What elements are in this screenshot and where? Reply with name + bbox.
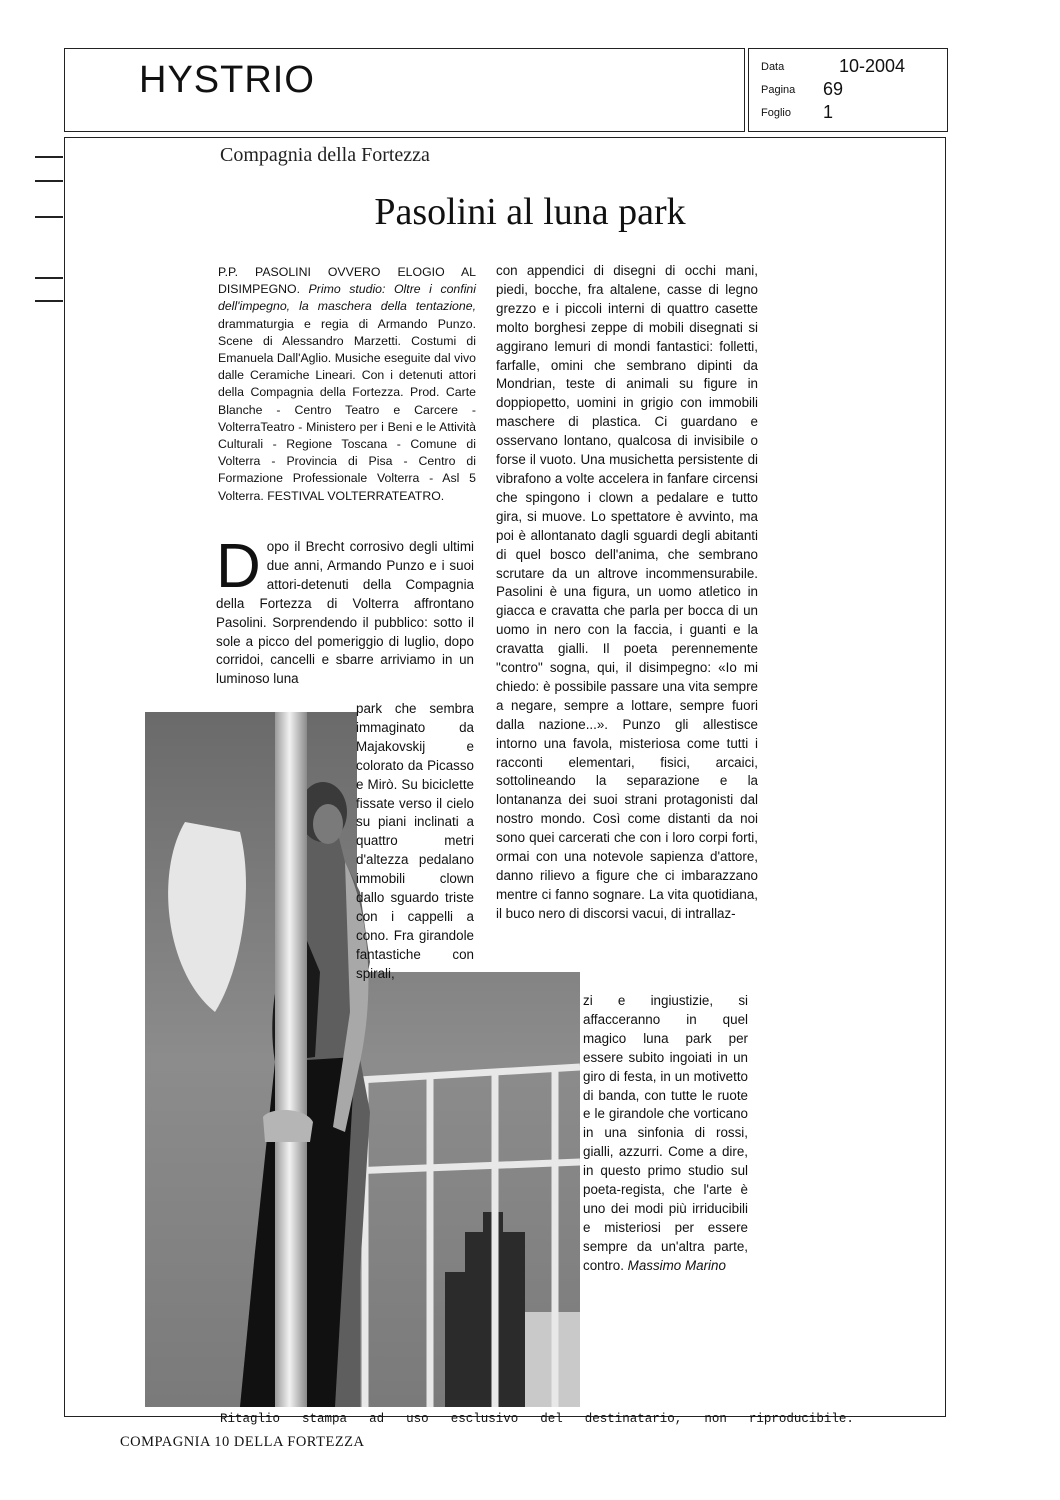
publication-name: HYSTRIO: [139, 59, 315, 101]
notice-word: stampa: [302, 1412, 348, 1426]
meta-label-sheet: Foglio: [761, 107, 791, 119]
body-text: con appendici di disegni di occhi mani, piedi, bocche, fra altalene, casse di legno grezzo e i piccoli interni di quattro casette molto borghesi zeppe di mobili disegnati si aggirano lemuri di mondi fantastici: folletti, farfalle, omini che sembrano dipinti da Mondrian, teste di animali su figure in doppiopetto, uomini in grigio con immobili maschere di plastica. Ci guardano e osservano lontano, qualcosa di invisibile o forse il vuoto. Una musichetta persistente di vibrafono a volte accelera in fanfare circensi che spingono i clown a pedalare e tutto gira, si muove. Lo spettatore è avvinto, ma poi è allontanato dagli sguardi degli abitanti di quel bosco dell'anima, che sembrano scrutare da un altrove incommensurabile. Pasolini è una figura, un uomo atletico in giacca e cravatta che parla per bocca di un uomo in nero con la faccia, i guanti e la cravatta gialli. Il poeta perennemente "contro" sogna, qui, il disimpegno: «Io mi chiedo: è possibile passare una vita sempre a negare, sempre a lottare, sempre fuori dalla nazione...». Punzo gli allestisce intorno una favola, misteriosa come tutti i racconti elementari, fisici, arcaici, sottolineando la separazione e la lontananza dei suoi strani protagonisti dal nostro mondo. Così come distanti da noi sono quei carcerati che con i loro corpi forti, ormai con una notevole sapienza d'attore, danno rilievo a figure che ci imbarazzano mentre ci fanno sognare. La vita quotidiana, il buco nero di discorsi vacui, di intrallaz-: [496, 263, 758, 921]
notice-word: esclusivo: [450, 1412, 519, 1426]
drop-cap: D: [216, 532, 261, 601]
credits-details: drammaturgia e regia di Armando Punzo. Scene di Alessandro Marzetti. Costumi di Emanuela Dall'Aglio. Musiche eseguite dal vivo dalle Ceramiche Lineari. Con i detenuti attori della Compagnia della Fortezza. Prod. Carte Blanche - Centro Teatro e Carcere - VolterraTeatro - Ministero per i Beni e le Attività Culturali - Regione Toscana - Comune di Volterra - Provincia di Pisa - Centro di Formazione Professionale Volterra - Asl 5 Volterra. FESTIVAL VOLTERRATEATRO.: [218, 316, 476, 503]
notice-word: del: [540, 1412, 563, 1426]
meta-box: [748, 48, 948, 132]
body-text: zi e ingiustizie, si affacceranno in quel magico luna park per essere subito ingoiati in un giro di festa, in un motivetto di banda, con tutte le ruote e le girandole che vorticano in una sinfonia di rossi, gialli, azzurri. Come a dire, in questo primo studio sul poeta-regista, che l'arte è uno dei modi più irriducibili e misteriosi per essere sempre da un'altra parte, contro.: [583, 993, 748, 1273]
meta-value-date: 10-2004: [839, 56, 906, 76]
article-body-column-right-wrap: [583, 992, 748, 1276]
body-text: park che sembra immaginato da Majakovskij e colorato da Picasso e Mirò. Su biciclette fissate verso il cielo su piani inclinati a quattro metri d'altezza pedalano immobili clown dallo sguardo triste con i cappelli a cono. Fra girandole fantastiche con spirali,: [356, 701, 474, 981]
notice-word: riproducibile.: [748, 1412, 854, 1426]
credits-subtitle: Primo studio: Oltre i confini dell'impegno, la maschera della tentazione,: [218, 282, 476, 314]
body-text: opo il Brecht corrosivo degli ultimi due anni, Armando Punzo e i suoi attori-detenuti della Compagnia della Fortezza di Volterra affrontano Pasolini. Sorprendendo il pubblico: sotto il sole a picco del pomeriggio di luglio, dopo corridoi, cancelli e sbarre arriviamo in un luminoso luna: [216, 539, 474, 687]
margin-mark: [35, 180, 63, 182]
article-kicker: Compagnia della Fortezza: [220, 144, 430, 166]
article-body-column-left-wrap: [356, 700, 474, 984]
notice-word: uso: [406, 1412, 429, 1426]
notice-word: non: [704, 1412, 727, 1426]
source-label: COMPAGNIA 10 DELLA FORTEZZA: [120, 1434, 365, 1450]
meta-value-sheet: 1: [823, 102, 834, 122]
notice-word: Ritaglio: [220, 1412, 281, 1426]
margin-mark: [35, 156, 63, 158]
meta-value-page: 69: [823, 79, 844, 99]
article-author: Massimo Marino: [627, 1257, 726, 1273]
notice-word: destinatario,: [584, 1412, 683, 1426]
article-body-column-left: [216, 532, 474, 689]
credits-title: P.P. PASOLINI OVVERO ELOGIO AL DISIMPEGNO.: [218, 265, 476, 297]
margin-mark: [35, 277, 63, 279]
margin-mark: [35, 300, 63, 302]
meta-label-date: Data: [761, 61, 785, 73]
article-body-column-right: [496, 262, 758, 924]
reproduction-notice: [220, 1412, 854, 1426]
notice-word: ad: [369, 1412, 385, 1426]
production-credits: [218, 264, 476, 505]
article-headline: Pasolini al luna park: [374, 191, 686, 233]
masthead-box: [64, 48, 745, 132]
meta-label-page: Pagina: [761, 84, 796, 96]
